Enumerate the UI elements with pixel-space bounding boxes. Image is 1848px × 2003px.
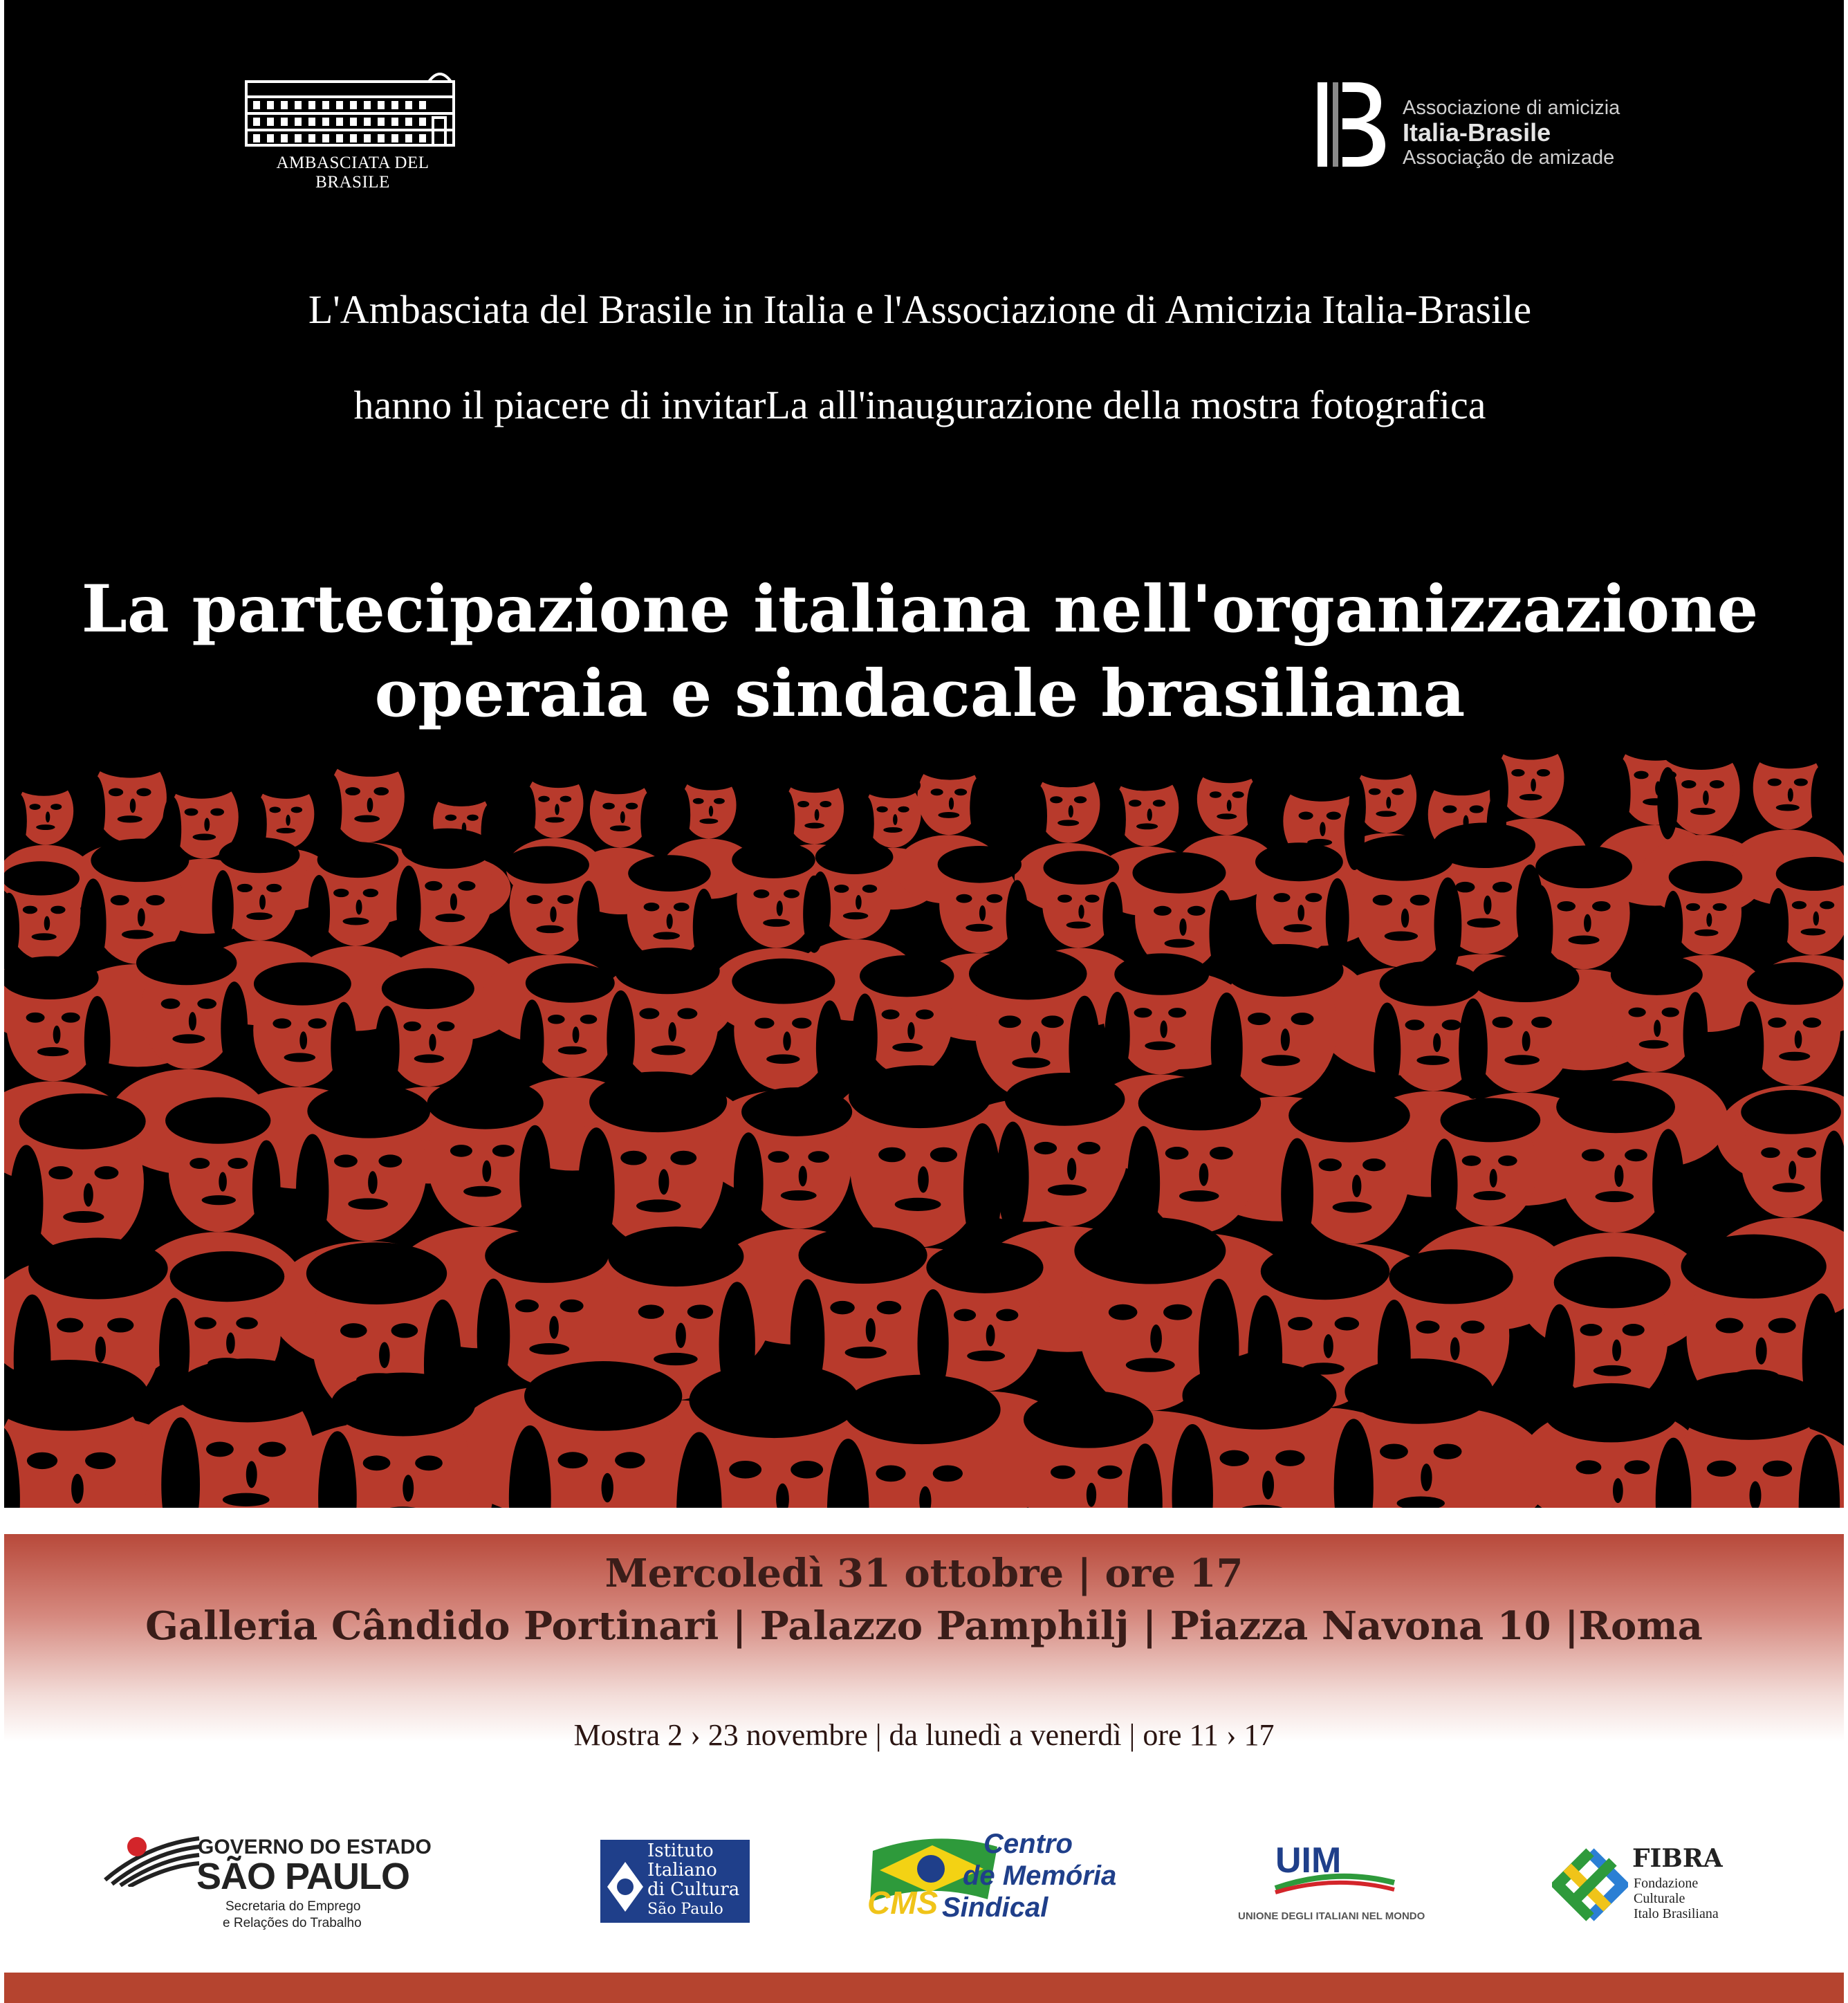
invitation-line-1: L'Ambasciata del Brasile in Italia e l'Associazione di Amicizia Italia-Brasile — [308, 287, 1532, 332]
association-line-1: Associazione di amicizia — [1403, 97, 1620, 119]
exhibition-title-line-2: operaia e sindacale brasiliana — [374, 656, 1466, 732]
exhibition-title-line-1: La partecipazione italiana nell'organizzazione — [81, 571, 1759, 647]
uim-abbreviation: UIM — [1275, 1840, 1342, 1881]
sponsor-governo-sao-paulo — [104, 1831, 432, 1935]
sponsor-istituto-italiano-cultura — [600, 1840, 750, 1923]
association-logo-icon — [1318, 80, 1387, 169]
sao-paulo-label: SÃO PAULO — [196, 1856, 410, 1897]
cms-line-3: Sindical — [942, 1892, 1048, 1923]
istituto-line-4: São Paulo — [647, 1901, 723, 1918]
uim-full-name: UNIONE DEGLI ITALIANI NEL MONDO — [1238, 1910, 1425, 1922]
fibra-name: FIBRA — [1632, 1844, 1723, 1873]
bottom-accent-bar — [4, 1973, 1844, 2003]
event-date: Mercoledì 31 ottobre | ore 17 — [604, 1551, 1244, 1596]
secretaria-line-1: Secretaria do Emprego — [225, 1899, 361, 1914]
fibra-line-1: Fondazione — [1634, 1876, 1699, 1891]
sao-paulo-flag-icon — [104, 1831, 201, 1887]
sponsor-uim — [1237, 1840, 1430, 1930]
crowd-illustration — [4, 726, 1844, 1508]
poster-background — [4, 0, 1844, 1508]
istituto-line-2: Italiano — [647, 1860, 717, 1881]
event-venue: Galleria Cândido Portinari | Palazzo Pamphilj | Piazza Navona 10 |Roma — [145, 1603, 1703, 1649]
cms-abbreviation: CMS — [867, 1885, 939, 1921]
association-line-3: Associação de amizade — [1403, 147, 1615, 169]
fibra-line-3: Italo Brasiliana — [1634, 1906, 1719, 1921]
secretaria-line-2: e Relações do Trabalho — [223, 1916, 362, 1930]
cms-line-1: Centro — [983, 1829, 1073, 1859]
invitation-line-2: hanno il piacere di invitarLa all'inaugurazione della mostra fotografica — [353, 382, 1486, 427]
sponsor-fibra — [1552, 1844, 1746, 1927]
fibra-line-2: Culturale — [1634, 1891, 1685, 1906]
sponsor-centro-memoria-sindical — [866, 1829, 1129, 1932]
fibra-knot-icon — [1552, 1847, 1628, 1923]
embassy-name: AMBASCIATA DEL BRASILE — [276, 154, 429, 192]
istituto-emblem-icon — [604, 1859, 646, 1914]
association-name — [1403, 95, 1620, 170]
exhibition-title — [0, 567, 1840, 736]
cms-line-2: de Memória — [963, 1861, 1117, 1891]
istituto-line-1: Istituto — [647, 1840, 714, 1861]
association-line-2: Italia-Brasile — [1403, 118, 1551, 147]
exhibition-dates: Mostra 2 › 23 novembre | da lunedì a venerdì | ore 11 › 17 — [573, 1718, 1275, 1752]
istituto-line-3: di Cultura — [647, 1879, 740, 1900]
governo-label: GOVERNO DO ESTADO — [198, 1836, 432, 1858]
